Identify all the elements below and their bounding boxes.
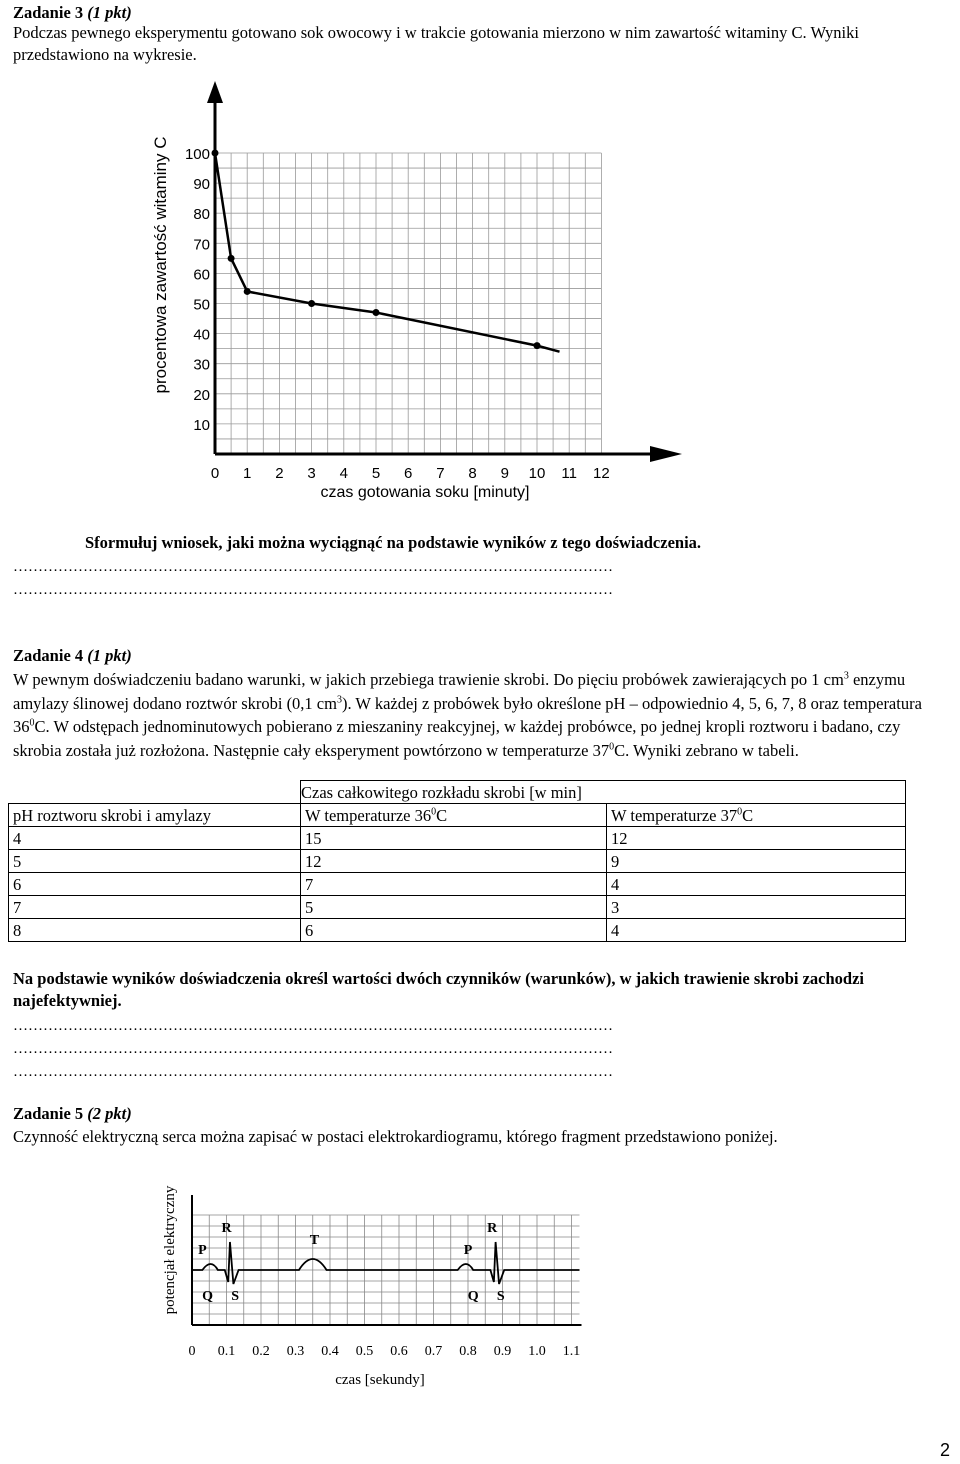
x-tick-label: 9: [500, 465, 509, 482]
x-axis-arrow: [650, 446, 682, 462]
x-tick-label: 1.1: [562, 1344, 581, 1359]
task3-title: Zadanie 3: [13, 3, 84, 22]
table-cell: 7: [301, 873, 607, 896]
table-group-header: [301, 781, 906, 804]
task3-question: Sformułuj wniosek, jaki można wyciągnąć na podstawie wyników z tego doświadczenia.: [85, 533, 702, 552]
y-tick-labels: [185, 146, 210, 434]
wave-label: P: [463, 1243, 473, 1258]
answer-line[interactable]: …………………………………………………………………………………………………………: [13, 559, 613, 575]
data-point: [308, 300, 315, 307]
wave-label: P: [198, 1243, 207, 1258]
wave-label: S: [496, 1289, 505, 1304]
y-tick-label: 40: [193, 326, 210, 344]
data-point: [244, 288, 251, 295]
x-tick-label: 0.8: [459, 1344, 477, 1359]
wave-label: Q: [202, 1289, 213, 1304]
y-axis-label: potencjał elektryczny: [162, 1185, 178, 1315]
y-tick-label: 10: [193, 416, 210, 434]
task4-header: [13, 645, 952, 667]
y-tick-label: 20: [193, 386, 210, 404]
x-tick-label: 2: [275, 465, 284, 482]
group-header-text: Czas całkowitego rozkładu skrobi [w min]: [301, 783, 582, 802]
data-point: [228, 255, 235, 262]
table-header-row: [9, 804, 906, 827]
task4-question: Na podstawie wyników doświadczenia określ wartości dwóch czynników (warunków), w jakich trawienie skrobi zachodzi najefektywniej.: [13, 969, 865, 1010]
table-cell: 4: [9, 827, 301, 850]
results-table: [8, 780, 906, 942]
table-row: [9, 919, 906, 942]
wave-label: T: [309, 1233, 320, 1248]
superscript: 0: [609, 741, 615, 752]
wave-label: R: [487, 1221, 498, 1236]
x-tick-label: 12: [593, 465, 610, 482]
x-tick-label: 0.3: [286, 1344, 305, 1359]
ecg-chart: [150, 1170, 610, 1395]
table-row: [9, 896, 906, 919]
x-axis-label: czas gotowania soku [minuty]: [320, 484, 530, 501]
x-tick-label: 7: [436, 465, 445, 482]
x-tick-label: 10: [528, 465, 546, 482]
x-tick-label: 0: [210, 465, 220, 482]
x-tick-label: 11: [561, 465, 577, 482]
x-tick-labels: [211, 465, 610, 482]
task5-intro: Czynność elektryczną serca można zapisać w postaci elektrokardiogramu, którego fragment przedstawiono poniżej.: [13, 1127, 778, 1146]
x-axis-label: czas [sekundy]: [335, 1372, 425, 1388]
answer-line[interactable]: …………………………………………………………………………………………………………: [13, 1041, 613, 1057]
data-point: [212, 150, 219, 157]
answer-line[interactable]: …………………………………………………………………………………………………………: [13, 582, 613, 598]
table-empty-cell: [9, 781, 301, 804]
task4-text: C. W odstępach jednominutowych pobierano z mieszaniny reakcyjnej, w każdej probówce, po jednej kropli roztworu i badano, czy skrobia została już rozłożona. Następnie cały eksperyment powtórzono w temperaturze 37: [13, 717, 901, 760]
x-tick-labels: [189, 1344, 581, 1359]
data-point: [534, 342, 541, 349]
x-tick-label: 8: [468, 465, 477, 482]
x-tick-label: 0.7: [424, 1344, 443, 1359]
y-tick-label: 80: [193, 206, 210, 224]
table-cell: 15: [301, 827, 607, 850]
wave-label: R: [221, 1221, 232, 1236]
superscript: 3: [336, 694, 342, 705]
table-row: [9, 850, 906, 873]
superscript: 0: [737, 806, 743, 818]
x-tick-label: 0.4: [321, 1344, 339, 1359]
x-tick-label: 3: [307, 465, 316, 482]
task3-intro: Podczas pewnego eksperymentu gotowano sok owocowy i w trakcie gotowania mierzono w nim zawartość witaminy C. Wyniki przedstawiono na wykresie.: [13, 23, 859, 64]
col-header-37: [607, 804, 906, 827]
y-tick-label: 90: [193, 176, 210, 194]
task4-text: C. Wyniki zebrano w tabeli.: [614, 740, 799, 760]
task5-points: (2 pkt): [87, 1104, 132, 1123]
answer-line[interactable]: …………………………………………………………………………………………………………: [13, 1064, 613, 1080]
task5-header: [13, 1103, 952, 1125]
table-cell: 5: [301, 896, 607, 919]
col-header-text: W temperaturze 37: [611, 806, 738, 825]
data-point: [373, 309, 380, 316]
x-tick-label: 4: [339, 465, 348, 482]
y-axis-arrow: [207, 81, 223, 103]
table-group-header-row: [9, 781, 906, 804]
y-axis-label: procentowa zawartość witaminy C: [151, 136, 170, 394]
superscript: 3: [843, 670, 849, 682]
x-tick-label: 0.1: [217, 1344, 236, 1359]
vitamin-c-chart: [140, 75, 700, 510]
table-cell: 6: [9, 873, 301, 896]
superscript: 0: [29, 717, 35, 729]
y-tick-label: 100: [184, 146, 210, 163]
unit: C: [742, 806, 754, 825]
page-number: 2: [939, 1440, 950, 1460]
x-tick-label: 1: [243, 465, 252, 482]
y-tick-label: 50: [193, 296, 210, 314]
table-cell: 3: [607, 896, 906, 919]
y-tick-label: 70: [193, 236, 210, 254]
wave-label: S: [231, 1289, 240, 1304]
wave-label: Q: [467, 1289, 479, 1304]
table-cell: 4: [607, 873, 906, 896]
col-header-ph: pH roztworu skrobi i amylazy: [9, 804, 301, 827]
x-tick-label: 0.5: [355, 1344, 374, 1359]
answer-line[interactable]: …………………………………………………………………………………………………………: [13, 1018, 613, 1034]
table-cell: 12: [301, 850, 607, 873]
chart-grid: [215, 153, 601, 454]
unit: C: [436, 806, 448, 825]
x-tick-label: 0: [188, 1344, 196, 1359]
x-tick-label: 0.2: [252, 1344, 270, 1359]
task4-points: (1 pkt): [87, 646, 132, 665]
table-cell: 4: [607, 919, 906, 942]
chart-axes: [207, 81, 682, 462]
task4-text: enzymu amylazy ślinowej dodano roztwór skrobi (0,1 cm: [13, 670, 906, 713]
table-cell: 12: [607, 827, 906, 850]
task3-points: (1 pkt): [87, 3, 132, 22]
x-tick-label: 6: [404, 465, 413, 482]
table-row: [9, 873, 906, 896]
x-tick-label: 0.9: [493, 1344, 512, 1359]
x-tick-label: 1.0: [528, 1344, 546, 1359]
table-cell: 5: [9, 850, 301, 873]
task4-text: ). W każdej z probówek było określone pH – odpowiednio 4, 5, 6, 7, 8 oraz temperatura 36: [13, 693, 922, 736]
table-cell: 9: [607, 850, 906, 873]
task4-title: Zadanie 4: [13, 646, 84, 665]
col-header-text: W temperaturze 36: [305, 806, 432, 825]
col-header-36: [301, 804, 607, 827]
superscript: 0: [431, 806, 437, 818]
x-tick-label: 5: [371, 465, 381, 482]
y-tick-label: 60: [193, 266, 210, 284]
chart-axes: [192, 1195, 582, 1325]
task4-paragraph: [13, 668, 952, 762]
y-tick-label: 30: [193, 356, 210, 374]
task5-title: Zadanie 5: [13, 1104, 84, 1123]
table-cell: 6: [301, 919, 607, 942]
table-cell: 8: [9, 919, 301, 942]
table-row: [9, 827, 906, 850]
table-cell: 7: [9, 896, 301, 919]
x-tick-label: 0.6: [390, 1344, 408, 1359]
task3-header: [13, 2, 952, 24]
task4-text: W pewnym doświadczeniu badano warunki, w jakich przebiega trawienie skrobi. Do pięciu probówek zawierających po 1 cm: [13, 670, 844, 689]
